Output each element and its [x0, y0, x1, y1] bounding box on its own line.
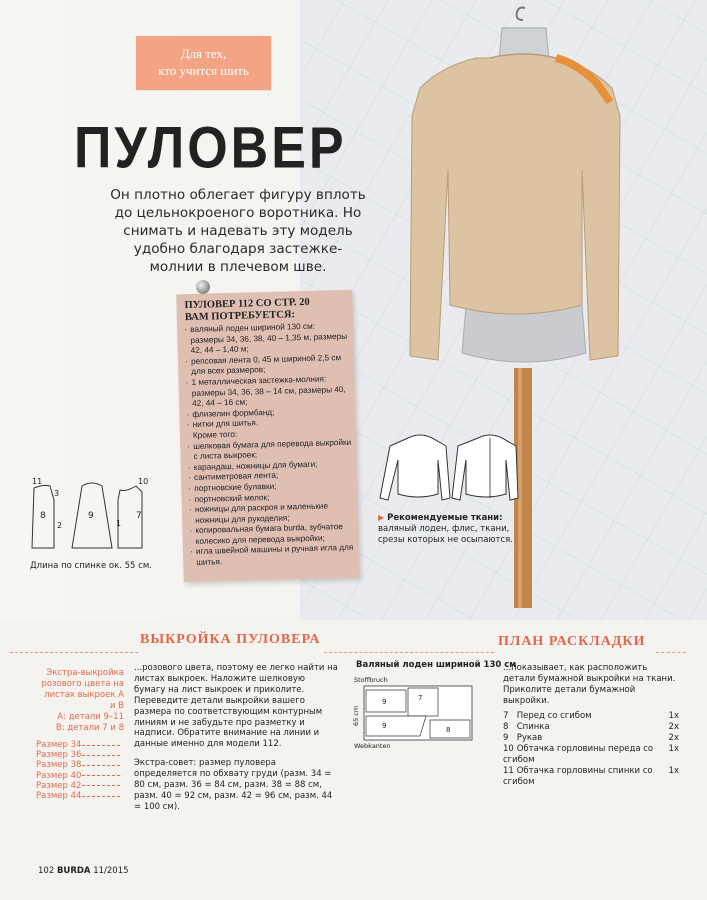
list-item: · репсовая лента 0, 45 м шириной 2,5 см для всех размеров;: [184, 353, 350, 379]
arrow-icon: ▶: [378, 513, 385, 522]
list-item: 10 Обтачка горловины переда со сгибом 1x: [503, 744, 679, 765]
piece-label: 2: [57, 521, 63, 530]
extra-tip: Экстра-совет: размер пуловера определяется по обхвату груди (разм. 34 = 80 см, разм. 36 = 84 см, разм. 38 = 88 см, разм. 40 = 92 см, разм. 42 = 96 см, разм. 44 = 100 см).: [134, 758, 333, 812]
materials-note: [176, 290, 359, 583]
fabric-text: валяный лоден, флис, ткани, срезы которых не осыпаются.: [378, 524, 513, 545]
layout-text: ...показывает, как расположить детали бумажной выкройки на ткани. Приколите детали бумажной выкройки.: [503, 663, 676, 706]
webkanten-label: Webkanten: [354, 742, 391, 750]
divider: [656, 652, 686, 653]
materials-list: [183, 321, 355, 569]
list-item: · карандаш, ножницы для бумаги;: [187, 459, 353, 474]
list-item: · ножницы для раскроя и маленькие ножницы для рукоделия;: [188, 501, 354, 527]
size-row: Размер 38: [36, 760, 120, 770]
back-length-note: Длина по спинке ок. 55 см.: [30, 561, 152, 571]
tag-line-2: кто учится шить: [158, 63, 249, 78]
size-row: Размер 40: [36, 771, 120, 781]
list-item: · нитки для шитья.: [186, 416, 352, 431]
brand-name: BURDA: [56, 866, 91, 876]
list-item: · шелковая бумага для перевода выкройки с листа выкроек;: [186, 437, 352, 463]
front-view-icon: [380, 435, 450, 500]
list-item: 9 Рукав 2x: [503, 733, 679, 743]
recommended-fabrics: [378, 512, 528, 546]
extra-sheet-a: А: детали 9–11: [57, 712, 124, 722]
note-heading-model: ПУЛОВЕР 112 СО СТР. 20: [184, 296, 310, 312]
layout-instructions: [503, 663, 679, 788]
size-row: Размер 34: [36, 740, 120, 750]
also-label: Кроме того:: [192, 429, 238, 440]
list-item: · портновские булавки;: [187, 480, 353, 495]
stoffbruch-label: Stoffbruch: [354, 676, 388, 684]
page-footer: [38, 866, 129, 876]
size-legend: [36, 740, 120, 801]
piece-label: 9: [88, 511, 94, 521]
extra-pattern-info: [40, 668, 124, 734]
pushpin-icon: [196, 280, 210, 294]
list-item: · 1 металлическая застежка-молния: размеры 34, 36, 38 – 14 см, размеры 40, 42, 44 – 16 см;: [184, 374, 351, 410]
list-item: · игла швейной машины и ручная игла для шитья.: [189, 543, 355, 569]
size-row: Размер 44: [36, 791, 120, 801]
layout-diagram: [352, 672, 478, 750]
divider: [324, 652, 494, 653]
height-label: 65 cm: [352, 705, 360, 726]
size-row: Размер 42: [36, 781, 120, 791]
svg-text:7: 7: [418, 694, 423, 702]
layout-caption: Валяный лоден шириной 130 см: [356, 660, 517, 670]
technical-drawing: [378, 428, 526, 510]
list-item: · портновский мелок;: [188, 490, 354, 505]
instructions-text: ...розового цвета, поэтому ее легко найти на листах выкроек. Наложите шелковую бумагу на лист выкроек и приколите. Переведите детали выкройки вашего размера по соответствующим контурным линиям и не забудьте про разметку и надписи. Обратите внимание на линии и данные именно для модели 112.: [134, 663, 338, 750]
svg-text:9: 9: [382, 698, 387, 706]
fabric-title: Рекомендуемые ткани:: [387, 513, 503, 523]
extra-title: Экстра-выкройка розового цвета на листах выкроек А и В: [41, 668, 124, 711]
piece-label: 8: [40, 511, 46, 521]
svg-text:9: 9: [382, 722, 387, 730]
issue-number: 11/2015: [93, 866, 129, 876]
back-view-icon: [452, 435, 518, 500]
parts-list: [503, 711, 679, 788]
pattern-instructions: [134, 663, 338, 813]
layout-heading: ПЛАН РАСКЛАДКИ: [498, 634, 646, 649]
tag-line-1: Для тех,: [180, 46, 227, 61]
svg-text:8: 8: [446, 726, 451, 734]
list-item: · сантиметровая лента;: [187, 469, 353, 484]
lead-paragraph: Он плотно облегает фигуру вплоть до цельнокроеного воротника. Но снимать и надевать эту модель удобно благодаря застежке-молнии в плечевом шве.: [110, 187, 366, 275]
list-item: · валяный лоден шириной 130 см: размеры 34, 36, 38, 40 – 1,35 м, размеры 42, 44 – 1,40 м;: [183, 321, 350, 357]
pattern-pieces-diagram: [24, 476, 160, 558]
pullover: [410, 54, 620, 360]
piece-label: 3: [54, 489, 60, 498]
section-tag: [136, 36, 271, 90]
divider: [10, 652, 138, 653]
list-item: · копировальная бумага burda, зубчатое колесико для перевода выкройки;: [188, 522, 354, 548]
extra-sheet-b: В: детали 7 и 8: [55, 723, 124, 733]
piece-label: 10: [138, 477, 149, 486]
piece-label: 7: [136, 511, 142, 521]
size-row: Размер 36: [36, 750, 120, 760]
page-title: ПУЛОВЕР: [74, 116, 347, 182]
note-heading: [184, 297, 310, 324]
note-heading-needs: ВАМ ПОТРЕБУЕТСЯ:: [184, 309, 296, 324]
list-item: · флизелин формбанд;: [185, 406, 351, 421]
list-item: 11 Обтачка горловины спинки со сгибом 1x: [503, 766, 679, 787]
piece-label: 11: [32, 477, 43, 486]
page-number: 102: [38, 866, 55, 876]
list-item: 7 Перед со сгибом 1x: [503, 711, 679, 721]
list-item: 8 Спинка 2x: [503, 722, 679, 732]
pattern-heading: ВЫКРОЙКА ПУЛОВЕРА: [140, 632, 321, 647]
piece-label: 1: [116, 519, 122, 528]
